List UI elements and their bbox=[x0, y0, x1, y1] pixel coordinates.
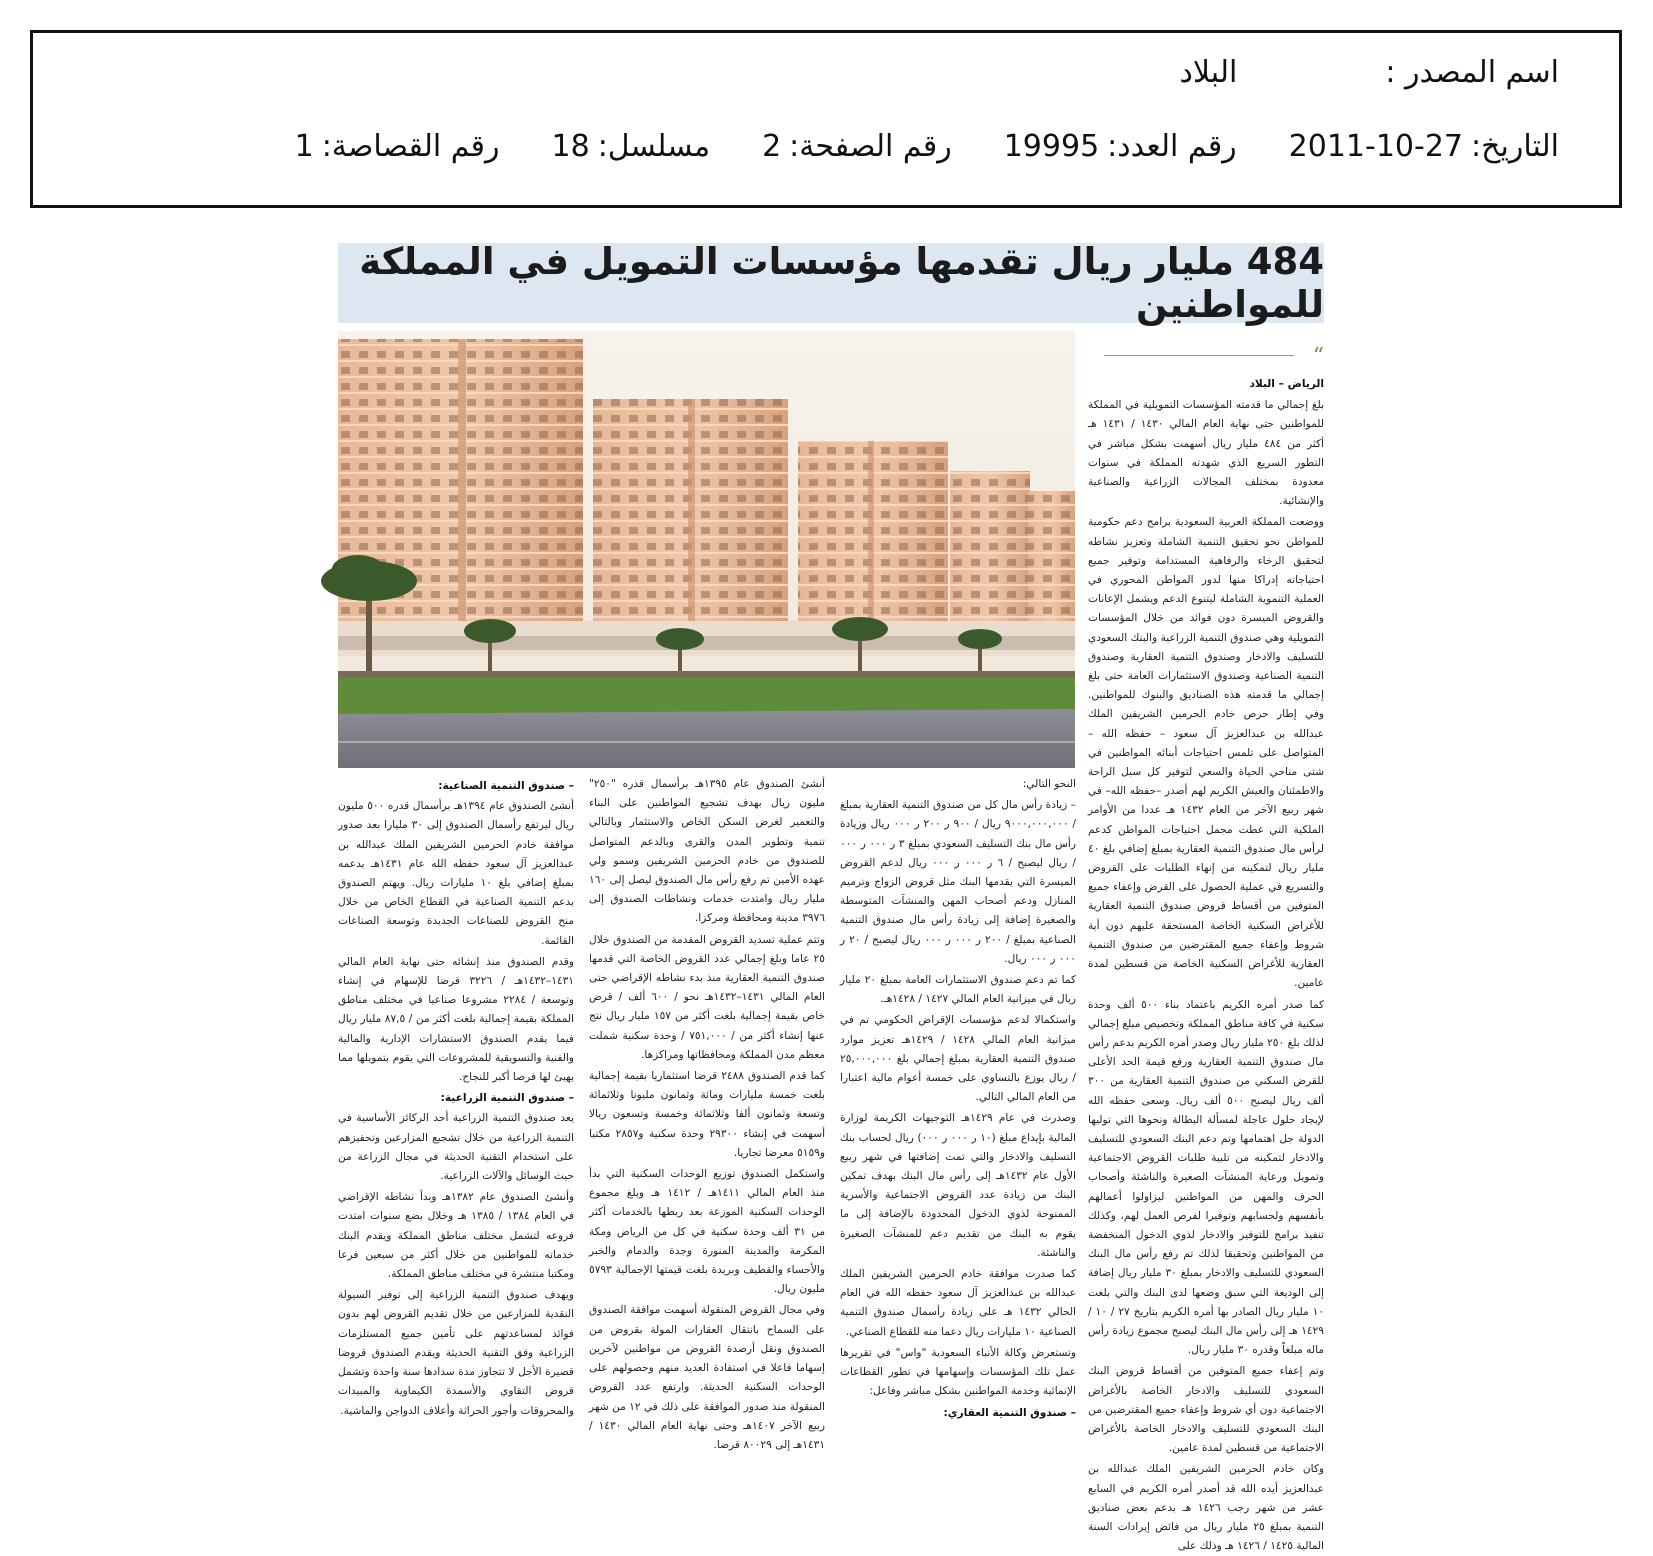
serial-label: مسلسل: bbox=[597, 129, 711, 164]
subheading-agricultural-fund: – صندوق التنمية الزراعية: bbox=[440, 1092, 574, 1105]
paragraph: ويهدف صندوق التنمية الزراعية إلى توفير السيولة النقدية للمزارعين من خلال تقديم القروض لهم بدون فوائد لمساعدتهم على تأمين جميع المستلزمات الزراعية وفق التقنية الحديثة ويقدم الصندوق قروضا قصيرة الأجل لا تتجاوز مدة سدادها سنة واحدة وتشمل قروض التقاوي والأسمدة الكيماوية والمبيدات والمحروقات وأجور الحراثة وأعلاف الدواجن والماشية. bbox=[338, 1289, 574, 1417]
clip-number-pair bbox=[295, 129, 500, 164]
article-photo-residential-towers bbox=[338, 331, 1075, 768]
residential-towers-illustration bbox=[338, 331, 1075, 768]
paragraph: ووضعت المملكة العربية السعودية برامج دعم حكومية للمواطن نحو تحقيق التنمية الشاملة وتعزيز نشاطه لتحقيق الرخاء والرفاهية المستدامة وتوفير جميع احتياجاته إدراكا منها لدور المواطن المحوري في العملية التنموية الشاملة ليتنوع الدعم ويشمل الإعانات والقروض الميسرة دون فوائد من خلال المؤسسات التمويلية وهي صندوق التنمية الزراعية والبنك السعودي للتسليف والادخار وصندوق التنمية العقارية وصندوق التنمية الصناعية وصندوق الاستثمارات العامة حتى بلغ إجمالي ما قدمته هذه الصناديق والبنوك للمواطنين. وفي إطار حرص خادم الحرمين الشريفين الملك عبدالله بن عبدالعزيز آل سعود – حفظه الله – المتواصل على تلمس احتياجات أبنائه المواطنين في شتى مناحي الحياة والسعي لتوفير كل سبل الراحة والاطمئنان والعيش الكريم لهم أصدر –حفظه الله– في شهر ربيع الآخر من العام ١٤٣٢ هـ عددا من الأوامر الملكية التي غطت مجمل احتياجات المواطن كدعم لرأس مال صندوق التنمية العقارية بمبلغ إضافي بلغ ٤٠ مليار ريال لتمكينه من إنهاء الطلبات على القروض والتسريع في عملية الحصول على القرض وإعفاء جميع المتوفين من أقساط قروض صندوق التنمية العقارية للأغراض السكنية الخاصة المستحقة عليهم دون أية شروط وإعفاء جميع المقترضين من صندوق التنمية العقارية للأغراض السكنية الخاصة من قسطين لمدة عامين. bbox=[1088, 516, 1324, 990]
paragraph: واستكمالا لدعم مؤسسات الإقراض الحكومي تم في ميزانية العام المالي ١٤٢٨ / ١٤٢٩هـ تعزيز موارد صندوق التنمية العقارية بمبلغ إجمالي بلغ ٢٥,٠٠٠,٠٠٠ / ريال يوزع بالتساوي على خمسة أعوام مالية اعتبارا من العام المالي التالي. bbox=[840, 1014, 1076, 1104]
date-pair bbox=[1289, 129, 1559, 164]
article-byline: الرياض – البلاد bbox=[1249, 378, 1324, 390]
paragraph: وكان خادم الحرمين الشريفين الملك عبدالله بن عبدالعزيز أيده الله قد أصدر أمره الكريم في السابع عشر من شهر رجب ١٤٢٦ هـ بدعم بعض صناديق التنمية بمبلغ ٢٥ مليار ريال من فائض إيرادات السنة المالية ١٤٢٥ / ١٤٢٦ هـ وذلك على bbox=[1088, 1463, 1325, 1553]
page-pair bbox=[762, 129, 952, 164]
paragraph: واستكمل الصندوق توزيع الوحدات السكنية التي بدأ منذ العام المالي ١٤١١هـ / ١٤١٢ هـ وبلغ مجموع الوحدات السكنية الموزعة بعد ربطها بالخدمات أكثر من ٣١ ألف وحدة سكنية في كل من الرياض ومكة المكرمة والمدينة المنورة وجدة والدمام والخبر والأحساء والقطيف وبريدة بلغت قيمتها الإجمالية ٥٧٩٣ مليون ريال. bbox=[589, 1168, 826, 1296]
paragraph: وتتم عملية تسديد القروض المقدمة من الصندوق خلال ٢٥ عاما وبلغ إجمالي عدد القروض الخاصة التي قدمها صندوق التنمية العقارية منذ بدء نشاطه الإقراضي حتى العام المالي ١٤٣١–١٤٣٢هـ نحو / ٦٠٠ ألف / قرض خاص بقيمة إجمالية بلغت أكثر من ١٥٧ مليار ريال نتج عنها إنشاء أكثر من / ٧٥١,٠٠٠ / وحدة سكنية شملت معظم مدن المملكة ومحافظاتها ومراكزها. bbox=[589, 933, 825, 1061]
article-column-2 bbox=[840, 775, 1077, 1419]
clipping-metadata-box bbox=[30, 30, 1622, 208]
article-column-3 bbox=[589, 775, 826, 1451]
paragraph: وأنشئ الصندوق عام ١٣٨٢هـ وبدأ نشاطه الإقراضي في العام ١٣٨٤ / ١٣٨٥ هـ وخلال بضع سنوات امتدت فروعه لتشمل مختلف مناطق المملكة ويقدم البنك خدماته للمواطنين من خلال أكثر من سبعين فرعا ومكتبا منتشرة في مختلف مناطق المملكة. bbox=[338, 1191, 575, 1281]
paragraph: كما صدرت موافقة خادم الحرمين الشريفين الملك عبدالله بن عبدالعزيز آل سعود حفظه الله في العام الحالي ١٤٣٢ هـ على زيادة رأسمال صندوق التنمية الصناعية ١٠ مليارات ريال دعما منه للقطاع الصناعي. bbox=[840, 1268, 1076, 1338]
article-column-4 bbox=[338, 775, 575, 1417]
paragraph: وتم إعفاء جميع المتوفين من أقساط قروض البنك السعودي للتسليف والادخار الخاصة بالأغراض الاجتماعية دون أي شروط وإعفاء جميع المقترضين من البنك السعودي للتسليف والادخار الخاصة بالأغراض الاجتماعية من قسطين لمدة عامين. bbox=[1088, 1365, 1324, 1455]
serial-pair bbox=[552, 129, 711, 164]
page-value: 2 bbox=[762, 129, 782, 164]
source-pair bbox=[1180, 55, 1559, 90]
paragraph: أنشئ الصندوق عام ١٣٩٤هـ برأسمال قدره ٥٠٠ مليون ريال ليرتفع رأسمال الصندوق إلى ٣٠ مليارا بعد صدور موافقة خادم الحرمين الشريفين الملك عبدالله بن عبدالعزيز آل سعود حفظه الله عام ١٤٣١هـ بدعمه بمبلغ إضافي بلغ ١٠ مليارات ريال. ويهتم الصندوق بدعم التنمية الصناعية في القطاع الخاص من خلال منح القروض للصناعات الجديدة وتوسعة الصناعات القائمة. bbox=[338, 800, 575, 947]
article-headline: 484 مليار ريال تقدمها مؤسسات التمويل في المملكة للمواطنين bbox=[359, 240, 1324, 326]
clip-number-value: 1 bbox=[294, 129, 314, 164]
paragraph: وتستعرض وكالة الأنباء السعودية "واس" في تقريرها عمل تلك المؤسسات وإسهامها في تطور القطاعات الإنمائية وخدمة المواطنين بشكل مباشر وفاعل: bbox=[840, 1346, 1076, 1398]
paragraph: كما صدر أمره الكريم باعتماد بناء ٥٠٠ ألف وحدة سكنية في كافة مناطق المملكة وتخصيص مبلغ إجمالي لذلك بلغ ٢٥٠ مليار ريال وصدر أمره الكريم بدعم رأس مال صندوق التنمية العقارية ورفع قيمة الحد الأعلى للقرض السكني من صندوق التنمية العقارية من ٣٠٠ ألف ريال ليصبح ٥٠٠ ألف ريال. وسعى حفظه الله لإيجاد حلول عاجلة لمسألة البطالة ونحوها التي توليها الدولة جل اهتمامها وتم دعم البنك السعودي للتسليف والادخار لتمكينه من تلبية طلبات القروض الاجتماعية وتمويل ورعاية المنشآت الصغيرة والناشئة وأصحاب الحرف والمهن من المواطنين ليزاولوا أعمالهم بأنفسهم ولحسابهم وتوفيرا لفرص العمل لهم، وكذلك تنفيذ برامج للتوفير والادخار لذوي الدخول المنخفضة من المواطنين وتحقيقا لذلك تم رفع رأس مال البنك السعودي للتسليف والادخار بمبلغ ٣٠ مليار ريال إضافة إلى الوديعة التي سبق وضعها لدى البنك والتي بلغت ١٠ مليار ريال الصادر بها أمره الكريم بتاريخ ٢٧ / ١٠ / ١٤٢٩ هـ إلى رأس مال البنك ليصبح مجموع زيادة رأس ماله مبلغاً وقدره ٣٠ مليار ريال. bbox=[1088, 998, 1324, 1357]
issue-pair bbox=[1004, 129, 1237, 164]
source-row bbox=[1180, 55, 1559, 90]
quote-mark-icon: “ bbox=[1312, 344, 1324, 369]
paragraph: وقدم الصندوق منذ إنشائه حتى نهاية العام المالي ١٤٣١–١٤٣٢هـ / ٣٢٢٦ قرضا للإسهام في إنشاء وتوسعة / ٢٢٨٤ مشروعا صناعيا في مختلف مناطق المملكة بقيمة إجمالية بلغت أكثر من / ٨٧,٥ مليار ريال فيما يقدم الصندوق الاستشارات الإدارية والمالية والفنية والتسويقية للمشروعات التي يقوم بتمويلها مما يهيئ لها فرصا أكبر للنجاح. bbox=[338, 955, 575, 1084]
source-label: اسم المصدر : bbox=[1385, 55, 1559, 90]
paragraph: كما تم دعم صندوق الاستثمارات العامة بمبلغ ٢٠ مليار ريال في ميزانية العام المالي ١٤٢٧ / ١٤٢٨هـ. bbox=[840, 974, 1077, 1006]
paragraph: بلغ إجمالي ما قدمته المؤسسات التمويلية في المملكة للمواطنين حتى نهاية العام المالي ١٤٣٠ / ١٤٣١ هـ أكثر من ٤٨٤ مليار ريال أسهمت بشكل مباشر في التطور السريع الذي شهدته المملكة في سنوات معدودة بمختلف المجالات الزراعية والصناعية والإنشائية. bbox=[1088, 399, 1325, 508]
date-label: التاريخ: bbox=[1471, 129, 1559, 164]
paragraph: وفي مجال القروض المنقولة أسهمت موافقة الصندوق على السماح بانتقال العقارات المولة بقروض من الصندوق ونقل أرصدة القروض من مواطنين لآخرين إسهاما فاعلا في استفادة العديد منهم وحصولهم على الوحدات السكنية الحديثة. وارتفع عدد القروض المنقولة منذ صدور الموافقة على ذلك في ١٢ من شهر ربيع الآخر ١٤٠٧هـ وحتى نهاية العام المالي ١٤٣٠ / ١٤٣١هـ إلى ٨٠٠٢٩ قرضا. bbox=[589, 1304, 826, 1451]
paragraph: – زيادة رأس مال كل من صندوق التنمية العقارية بمبلغ / ٩٠٠٠,٠٠٠,٠٠٠ ريال / ٩٠٠ ر ٢٠٠ ر ٠٠٠ ريال وزيادة رأس مال بنك التسليف السعودي بمبلغ ٣ ر ٠٠٠ ر ٠٠٠ / ريال ليصبح / ٦ ر ٠٠٠ ر ٠٠٠ ريال لدعم القروض الميسرة التي يقدمها البنك مثل قروض الزواج وترميم المنازل ودعم أصحاب المهن والمنشآت المتوسطة والصغيرة إضافة إلى زيادة رأس مال صندوق التنمية الصناعية بمبلغ / ٢٠٠ ر ٠٠٠ ر ٠٠٠ ريال ليصبح / ٢٠ ر ٠٠٠ ر ٠٠٠ ريال. bbox=[840, 799, 1076, 965]
serial-value: 18 bbox=[551, 129, 590, 164]
headline-bar bbox=[338, 240, 1324, 326]
clip-number-label: رقم القصاصة: bbox=[321, 129, 500, 164]
paragraph: أنشئ الصندوق عام ١٣٩٥هـ برأسمال قدره "٢٥٠" مليون ريال بهدف تشجيع المواطنين على البناء والتعمير لغرض السكن الخاص والاستثمار وبالتالي تنمية وتطوير المدن والقرى وبالدعم المتواصل للصندوق من خادم الحرمين الشريفين وسمو ولي عهده الأمين تم رفع رأس مال الصندوق ليصل إلى ١٦٠ مليار ريال وامتدت خدمات ونشاطات الصندوق إلى ٣٩٧٦ مدينة ومحافظة ومركزا. bbox=[589, 778, 825, 925]
paragraph: وصدرت في عام ١٤٢٩هـ التوجيهات الكريمة لوزارة المالية بإيداع مبلغ (١٠ ر ٠٠٠ ر ٠٠٠) ريال لحساب بنك التسليف والادخار والتي تمت إضافتها في شهر ربيع الأول عام ١٤٣٢هـ إلى رأس مال البنك بهدف تمكين البنك من زيادة عدد القروض الاجتماعية والأسرية الممنوحة لذوي الدخول المحدودة بالإضافة إلى ما يقوم به البنك من تقديم دعم للمنشآت الصغيرة والناشئة. bbox=[840, 1112, 1076, 1259]
quote-divider bbox=[1104, 355, 1294, 356]
source-value: البلاد bbox=[1179, 55, 1238, 90]
paragraph: كما قدم الصندوق ٢٤٨٨ قرضا استثماريا بقيمة إجمالية بلغت خمسة مليارات ومائة وثمانون مليونا وثلاثمائة وتسعة وثمانون ألفا وثلاثمائة وخمسة وتسعون ريالا أسهمت في إنشاء ٢٩٣٠٠ وحدة سكنية و٢٨٥٧ مكتبا و٥١٥٩ معرضا تجاريا. bbox=[589, 1070, 826, 1159]
newspaper-clipping bbox=[338, 240, 1325, 1553]
details-row bbox=[243, 129, 1559, 164]
issue-value: 19995 bbox=[1003, 129, 1100, 164]
date-value: 2011-10-27 bbox=[1288, 129, 1464, 164]
article-column-1 bbox=[1088, 375, 1325, 1553]
paragraph: النحو التالي: bbox=[1022, 778, 1076, 790]
subheading-industrial-fund: – صندوق التنمية الصناعية: bbox=[438, 780, 574, 792]
issue-label: رقم العدد: bbox=[1107, 129, 1237, 164]
page-label: رقم الصفحة: bbox=[789, 129, 952, 164]
paragraph: يعد صندوق التنمية الزراعية أحد الركائز الأساسية في التنمية الزراعية من خلال تشجيع المزارعين وتحفيزهم على استخدام التقنية الحديثة في مجال الزراعة من حيث الوسائل والآلات الزراعية. bbox=[338, 1112, 574, 1183]
subheading-real-estate-fund: – صندوق التنمية العقاري: bbox=[943, 1406, 1076, 1419]
